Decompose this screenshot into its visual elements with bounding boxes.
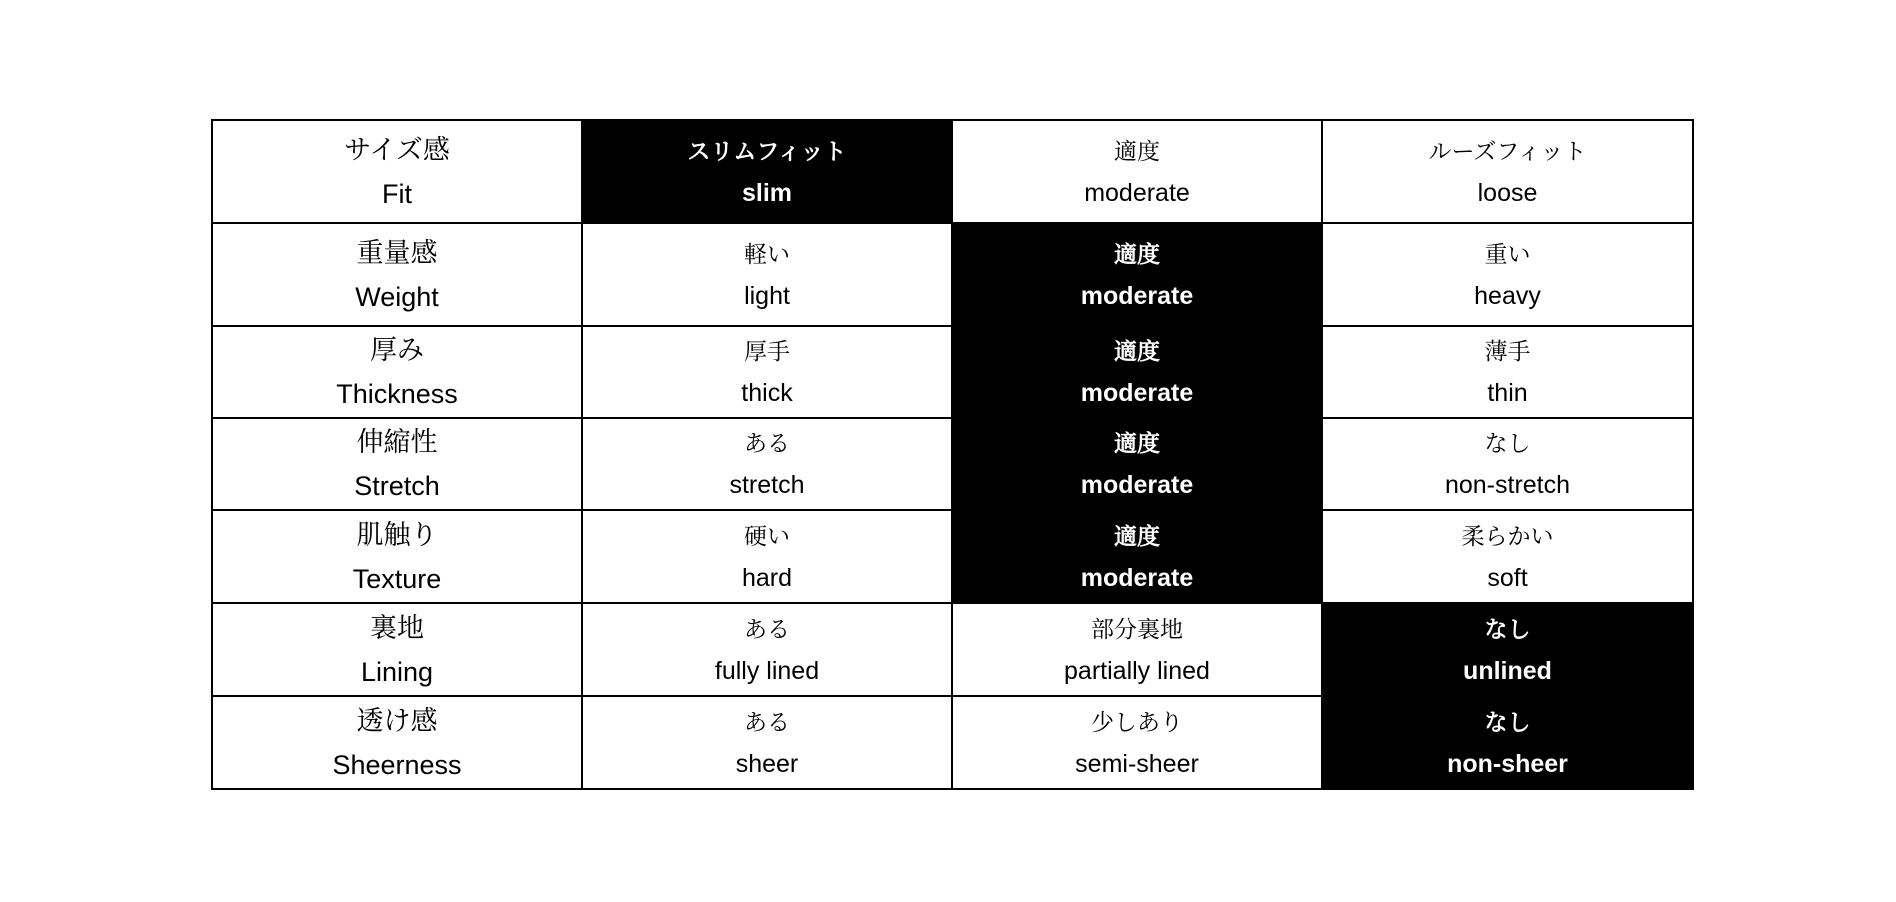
option-label-ja: 薄手 xyxy=(1484,338,1531,364)
option-label-ja: 適度 xyxy=(1114,240,1160,267)
option-cell-weight-light xyxy=(582,223,952,326)
option-cell-lining-fully-lined xyxy=(582,603,952,696)
option-label-ja: 柔らかい xyxy=(1461,522,1554,549)
option-label-ja: なし xyxy=(1484,430,1531,456)
option-label-ja: ある xyxy=(744,430,790,456)
attribute-label-ja: 伸縮性 xyxy=(356,427,438,457)
attribute-label-ja: 重量感 xyxy=(356,237,438,268)
attribute-label-thickness xyxy=(212,326,582,418)
option-label-en: moderate xyxy=(1084,178,1190,207)
table-row-sheerness xyxy=(212,696,1693,789)
option-label-ja: 適度 xyxy=(1114,137,1160,164)
option-label-en: sheer xyxy=(735,749,799,778)
option-cell-weight-heavy xyxy=(1322,223,1693,326)
table-row-weight xyxy=(212,223,1693,326)
option-label-ja: ルーズフィット xyxy=(1428,137,1587,164)
attribute-label-ja: 裏地 xyxy=(370,612,424,643)
option-cell-fit-moderate xyxy=(952,120,1322,223)
option-cell-texture-moderate xyxy=(952,510,1322,603)
attribute-label-en: Thickness xyxy=(336,379,458,409)
attribute-label-fit xyxy=(212,120,582,223)
table-row-fit xyxy=(212,120,1693,223)
option-label-en: moderate xyxy=(1080,563,1194,592)
attribute-label-lining xyxy=(212,603,582,696)
attribute-label-en: Lining xyxy=(360,656,434,687)
option-label-en: partially lined xyxy=(1064,656,1210,685)
option-cell-sheerness-semi-sheer xyxy=(952,696,1322,789)
attribute-label-en: Weight xyxy=(355,281,439,312)
option-label-en: unlined xyxy=(1463,656,1552,685)
option-label-ja: ある xyxy=(744,708,790,735)
option-label-en: moderate xyxy=(1080,281,1194,310)
option-label-en: fully lined xyxy=(714,656,820,685)
attribute-label-ja: 透け感 xyxy=(356,705,438,736)
option-cell-lining-partially-lined xyxy=(952,603,1322,696)
attribute-label-en: Sheerness xyxy=(332,749,462,780)
option-label-ja: 厚手 xyxy=(744,338,790,364)
option-label-en: hard xyxy=(741,563,793,592)
attribute-label-en: Stretch xyxy=(354,471,440,501)
option-label-ja: なし xyxy=(1484,615,1531,642)
option-label-ja: 軽い xyxy=(744,240,790,267)
option-cell-fit-slim xyxy=(582,120,952,223)
option-cell-thickness-moderate xyxy=(952,326,1322,418)
attribute-label-ja: サイズ感 xyxy=(344,134,450,165)
option-label-ja: 重い xyxy=(1484,240,1531,267)
option-cell-stretch-moderate xyxy=(952,418,1322,510)
option-cell-sheerness-sheer xyxy=(582,696,952,789)
option-label-ja: スリムフィット xyxy=(687,137,847,164)
option-label-ja: 部分裏地 xyxy=(1091,615,1183,642)
option-cell-stretch-non-stretch xyxy=(1322,418,1693,510)
fabric-attributes-table xyxy=(211,119,1694,790)
option-label-en: moderate xyxy=(1080,471,1194,499)
option-label-ja: 適度 xyxy=(1114,430,1160,456)
option-cell-stretch-stretch xyxy=(582,418,952,510)
option-label-ja: 適度 xyxy=(1114,522,1160,549)
table-row-stretch xyxy=(212,418,1693,510)
option-cell-weight-moderate xyxy=(952,223,1322,326)
option-cell-lining-unlined xyxy=(1322,603,1693,696)
table-row-thickness xyxy=(212,326,1693,418)
option-label-en: semi-sheer xyxy=(1075,749,1199,778)
option-label-en: thick xyxy=(741,379,793,407)
table-row-lining xyxy=(212,603,1693,696)
option-label-ja: 少しあり xyxy=(1091,708,1183,735)
option-label-en: non-sheer xyxy=(1447,749,1568,778)
attribute-label-weight xyxy=(212,223,582,326)
attribute-label-en: Fit xyxy=(382,178,412,209)
option-label-en: soft xyxy=(1487,563,1528,592)
option-label-en: heavy xyxy=(1474,281,1541,310)
option-label-en: non-stretch xyxy=(1444,471,1571,499)
attribute-label-ja: 厚み xyxy=(370,335,424,365)
option-cell-fit-loose xyxy=(1322,120,1693,223)
option-label-en: moderate xyxy=(1080,379,1194,407)
option-cell-texture-soft xyxy=(1322,510,1693,603)
option-cell-thickness-thick xyxy=(582,326,952,418)
option-label-ja: 適度 xyxy=(1114,338,1160,364)
attribute-label-en: Texture xyxy=(352,563,442,594)
option-label-en: slim xyxy=(741,178,793,207)
option-cell-sheerness-non-sheer xyxy=(1322,696,1693,789)
attribute-label-sheerness xyxy=(212,696,582,789)
option-label-en: thin xyxy=(1487,379,1528,407)
option-label-en: stretch xyxy=(729,471,805,499)
option-label-ja: 硬い xyxy=(744,522,790,549)
option-label-ja: なし xyxy=(1484,708,1531,735)
option-label-en: loose xyxy=(1477,178,1538,207)
attribute-label-stretch xyxy=(212,418,582,510)
attribute-label-ja: 肌触り xyxy=(356,519,438,550)
option-label-en: light xyxy=(744,281,790,310)
table-row-texture xyxy=(212,510,1693,603)
option-cell-thickness-thin xyxy=(1322,326,1693,418)
option-label-ja: ある xyxy=(744,615,790,642)
option-cell-texture-hard xyxy=(582,510,952,603)
attribute-label-texture xyxy=(212,510,582,603)
